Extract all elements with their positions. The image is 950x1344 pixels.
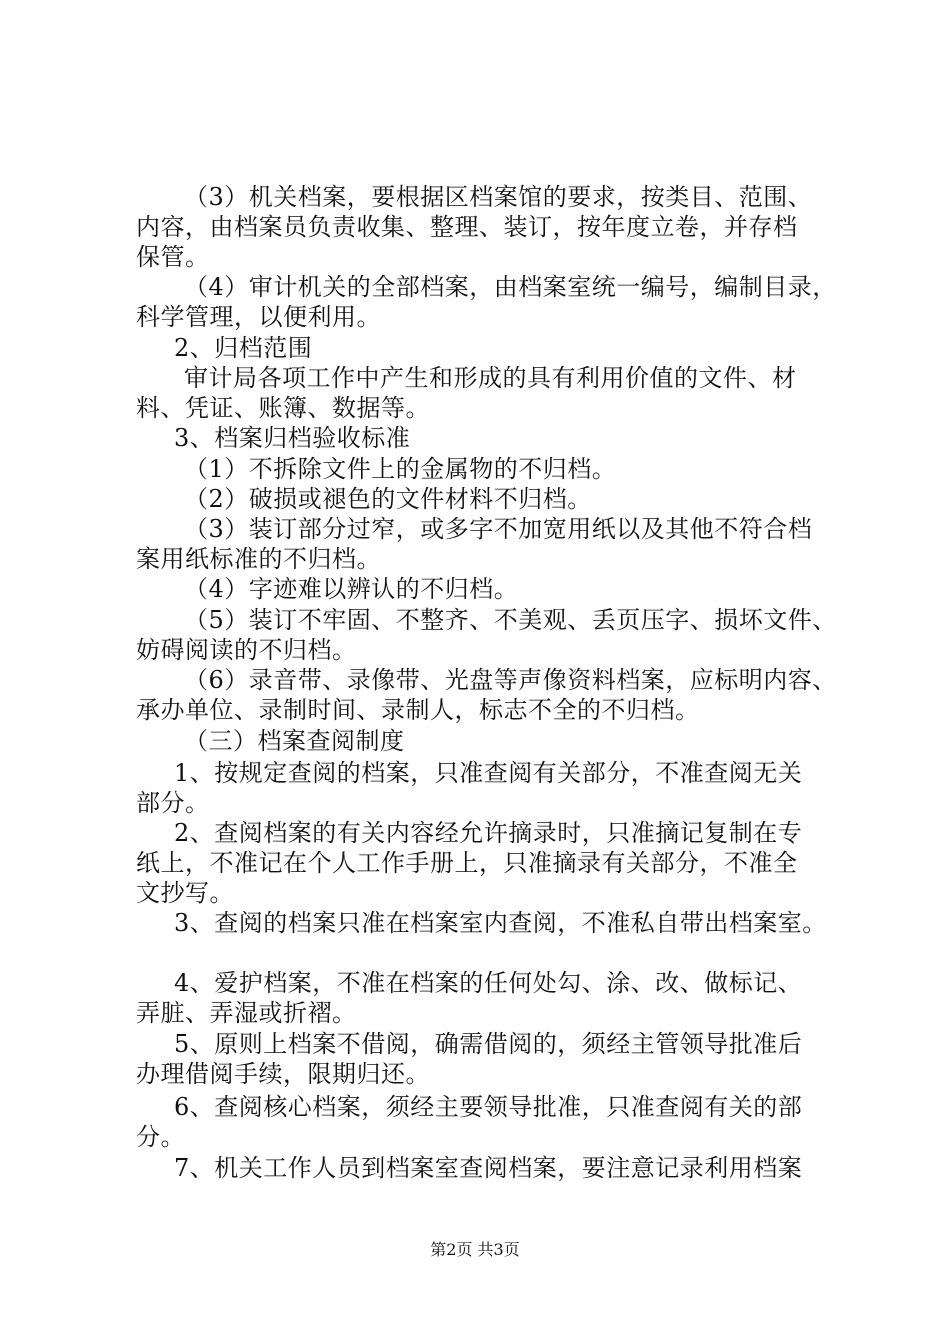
- text-line: 妨碍阅读的不归档。: [136, 636, 357, 664]
- text-line: 料、凭证、账簿、数据等。: [136, 394, 430, 422]
- text-line: 办理借阅手续，限期归还。: [136, 1060, 430, 1088]
- text-line: 5、原则上档案不借阅，确需借阅的，须经主管领导批准后: [174, 1030, 803, 1058]
- text-line: 内容，由档案员负责收集、整理、装订，按年度立卷，并存档: [136, 213, 798, 241]
- text-line: 3、查阅的档案只准在档案室内查阅，不准私自带出档案室。: [174, 909, 827, 937]
- text-line: （3）装订部分过窄，或多字不加宽用纸以及其他不符合档: [184, 515, 813, 543]
- text-line: 部分。: [136, 789, 210, 817]
- text-line: （6）录音带、录像带、光盘等声像资料档案，应标明内容、: [184, 666, 837, 694]
- section-heading: 2、归档范围: [174, 334, 313, 362]
- text-line: 1、按规定查阅的档案，只准查阅有关部分，不准查阅无关: [174, 759, 803, 787]
- text-line: 7、机关工作人员到档案室查阅档案，要注意记录利用档案: [174, 1154, 803, 1182]
- text-line: 科学管理，以便利用。: [136, 303, 381, 331]
- text-line: 保管。: [136, 243, 210, 271]
- text-line: （2）破损或褪色的文件材料不归档。: [184, 485, 592, 513]
- text-line: （5）装订不牢固、不整齐、不美观、丢页压字、损坏文件、: [184, 606, 837, 634]
- text-line: 分。: [136, 1123, 185, 1151]
- text-line: （4）审计机关的全部档案，由档案室统一编号，编制目录，: [184, 273, 837, 301]
- text-line: 文抄写。: [136, 879, 234, 907]
- text-line: 6、查阅核心档案，须经主要领导批准，只准查阅有关的部: [174, 1093, 803, 1121]
- page-number-footer: 第2页 共3页: [430, 1240, 520, 1259]
- text-line: （3）机关档案，要根据区档案馆的要求，按类目、范围、: [184, 183, 813, 211]
- text-line: 纸上，不准记在个人工作手册上，只准摘录有关部分，不准全: [136, 849, 798, 877]
- text-line: 4、爱护档案，不准在档案的任何处勾、涂、改、做标记、: [174, 969, 803, 997]
- text-line: （4）字迹难以辨认的不归档。: [184, 575, 519, 603]
- text-line: 案用纸标准的不归档。: [136, 545, 381, 573]
- text-line: （1）不拆除文件上的金属物的不归档。: [184, 455, 617, 483]
- text-line: 承办单位、录制时间、录制人，标志不全的不归档。: [136, 696, 700, 724]
- text-line: 2、查阅档案的有关内容经允许摘录时，只准摘记复制在专: [174, 819, 803, 847]
- text-line: 审计局各项工作中产生和形成的具有利用价值的文件、材: [184, 364, 797, 392]
- section-heading: 3、档案归档验收标准: [174, 424, 411, 452]
- section-heading: （三）档案查阅制度: [184, 727, 405, 755]
- text-line: 弄脏、弄湿或折褶。: [136, 999, 357, 1027]
